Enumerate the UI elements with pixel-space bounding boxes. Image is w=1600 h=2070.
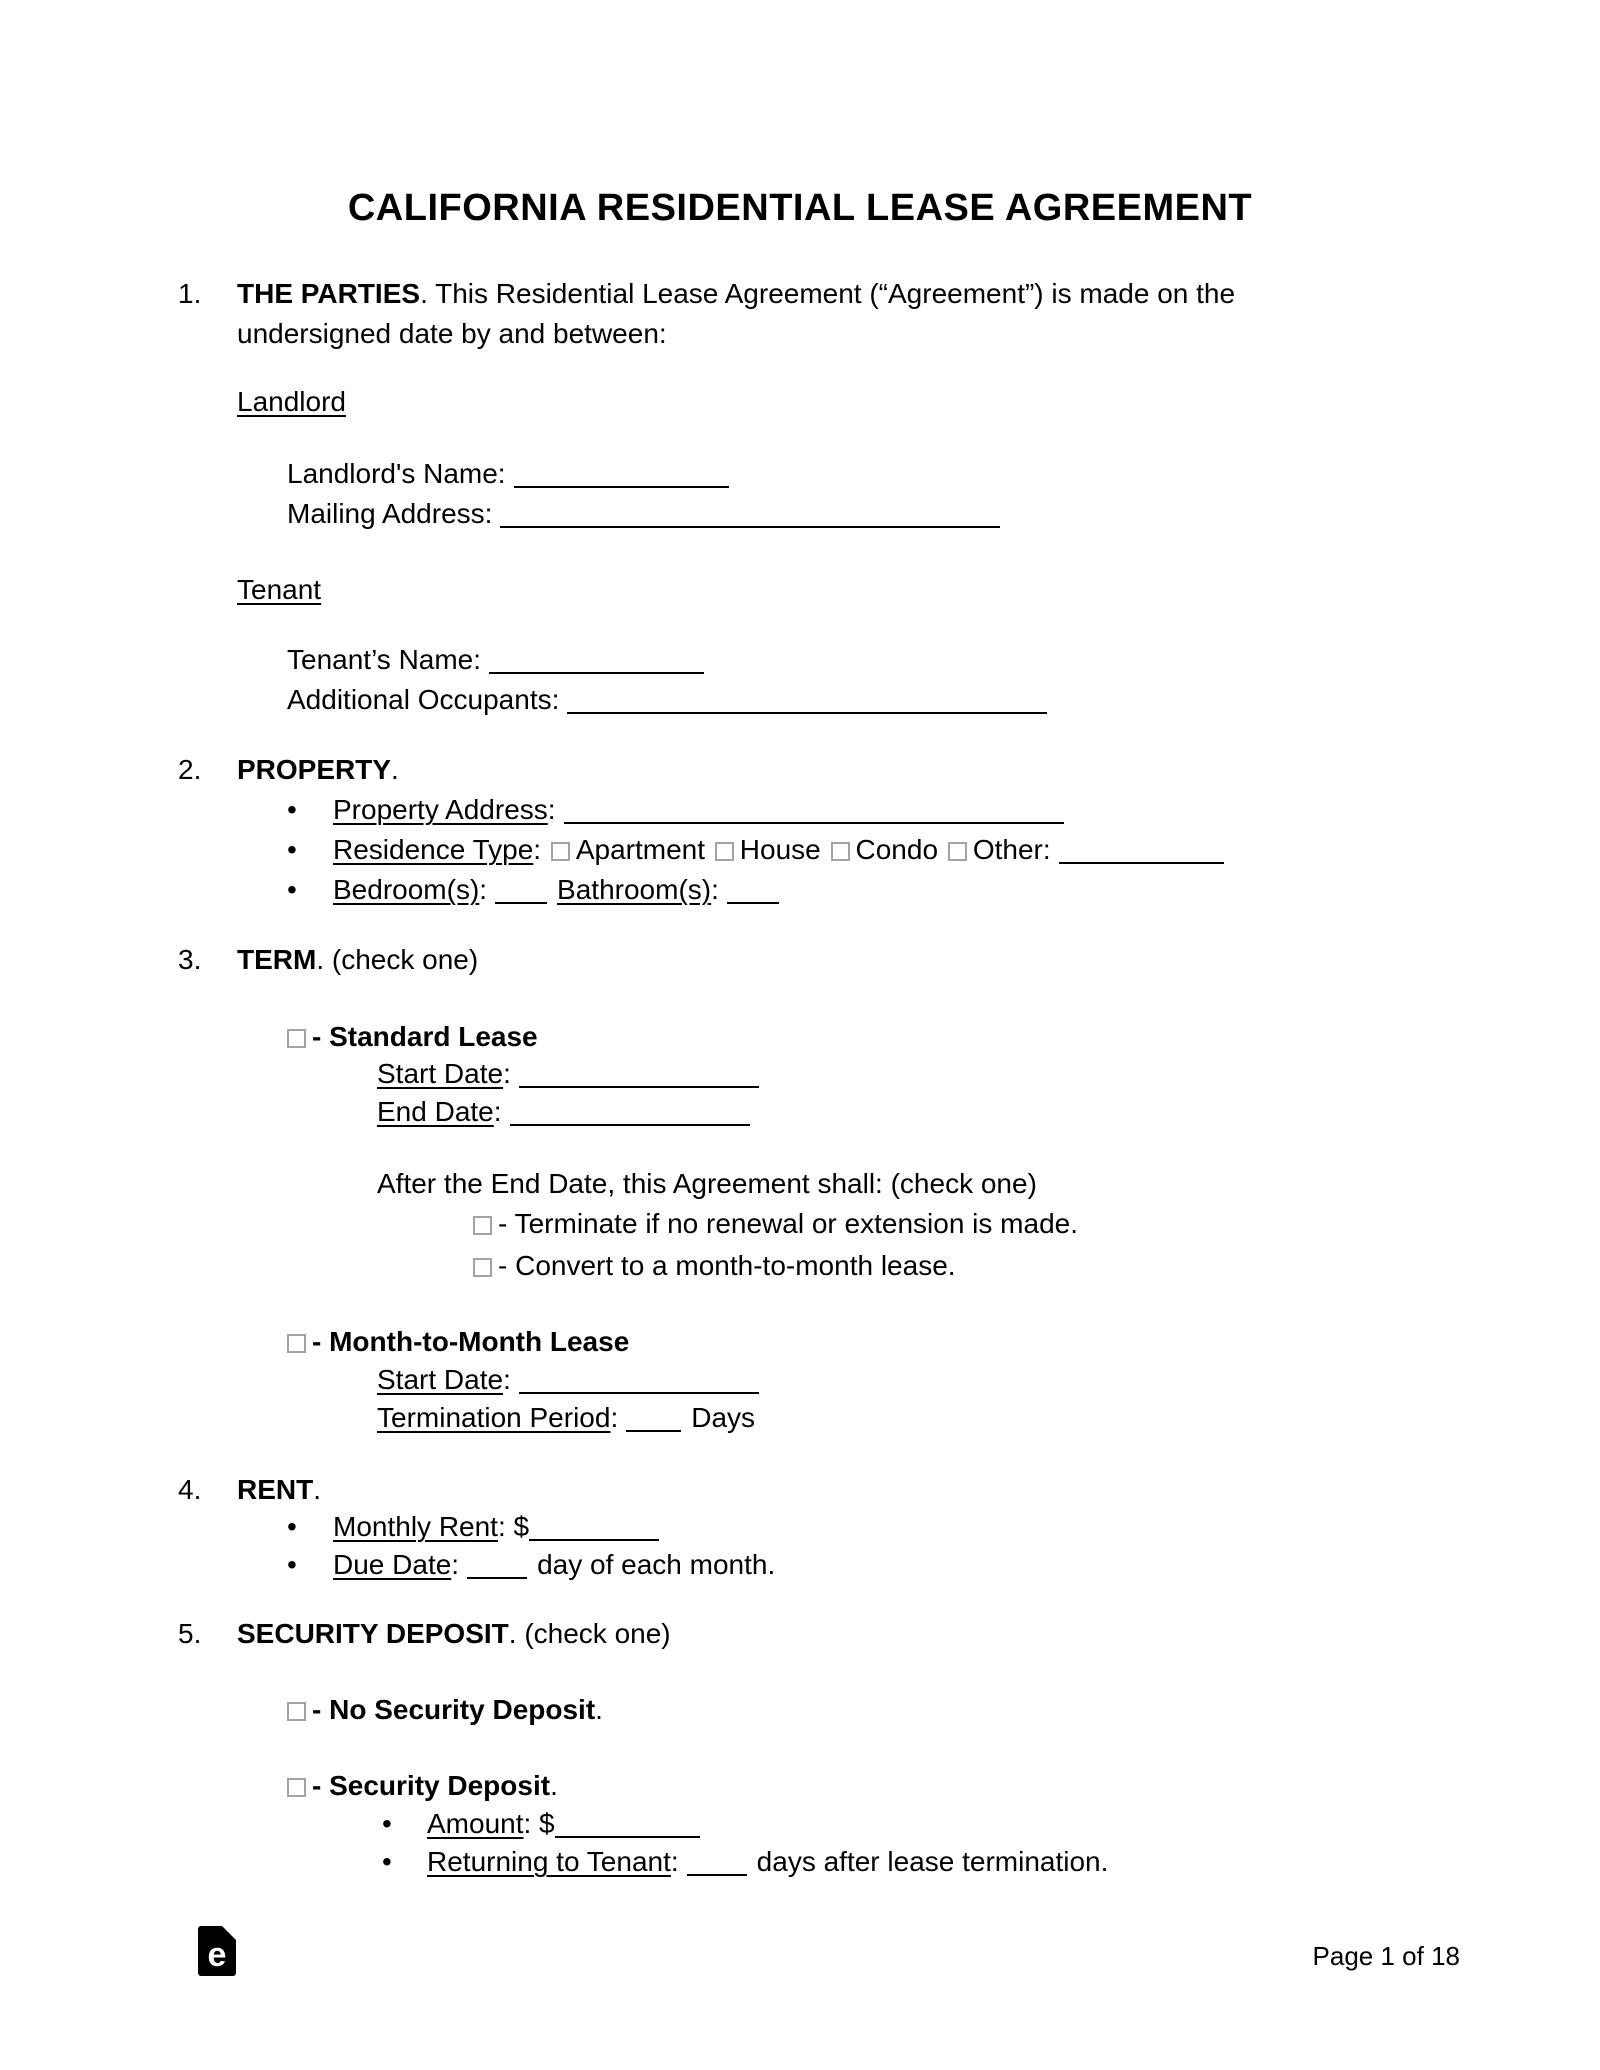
residence-option-condo: Condo [855,834,939,865]
end-date-blank[interactable] [510,1122,750,1126]
termination-period-label: Termination Period [377,1402,611,1433]
eforms-logo-icon [198,1926,236,1976]
no-security-deposit-label: - No Security Deposit [312,1694,596,1725]
mtm-start-date-blank[interactable] [519,1390,759,1394]
section-security-number: 5. [178,1618,202,1649]
month-to-month-row [287,1322,629,1362]
mtm-start-date-row [377,1360,759,1400]
terminate-option-row [473,1204,1078,1244]
section-term [178,940,478,980]
checkbox-terminate[interactable] [473,1216,492,1235]
bullet-icon: • [287,1549,297,1580]
days-suffix: Days [691,1402,756,1433]
colon: : [503,1058,511,1089]
tenant-name-row [287,640,704,680]
colon: : [610,1402,619,1433]
month-to-month-label: - Month-to-Month Lease [312,1326,630,1357]
due-date-label: Due Date [333,1549,452,1580]
section-rent-heading: RENT [237,1474,314,1505]
returning-to-tenant-label: Returning to Tenant [427,1846,671,1877]
section-parties-heading: THE PARTIES [237,278,421,309]
bullet-icon: • [287,1511,297,1542]
section-rent-suffix: . [313,1474,322,1505]
bullet-icon: • [382,1846,392,1877]
mailing-address-label: Mailing Address: [287,498,493,529]
mailing-address-row [287,494,1000,534]
colon: : [451,1549,460,1580]
section-term-number: 3. [178,944,202,975]
colon: : [493,1096,502,1127]
tenant-name-blank[interactable] [489,670,704,674]
due-date-blank[interactable] [467,1575,527,1579]
deposit-amount-blank[interactable] [555,1834,700,1838]
section-property-number: 2. [178,754,202,785]
colon: : [533,834,542,865]
landlord-name-row [287,454,729,494]
tenant-name-label: Tenant’s Name: [287,644,482,675]
standard-end-date-row [377,1092,750,1132]
colon: : [479,874,488,905]
residence-type-row [287,830,1224,870]
deposit-amount-row [382,1804,700,1844]
bathrooms-blank[interactable] [727,900,779,904]
terminate-option-label: - Terminate if no renewal or extension is made. [498,1208,1078,1239]
section-rent-number: 4. [178,1474,202,1505]
landlord-heading: Landlord [237,386,346,417]
deposit-amount-label: Amount [427,1808,524,1839]
residence-option-other-label: Other: [972,834,1051,865]
checkbox-no-security-deposit[interactable] [287,1702,306,1721]
monthly-rent-label: Monthly Rent [333,1511,498,1542]
colon: : [670,1846,679,1877]
checkbox-condo[interactable] [831,842,850,861]
no-security-deposit-row [287,1690,603,1730]
tenant-heading: Tenant [237,574,322,605]
checkbox-standard-lease[interactable] [287,1029,306,1048]
standard-lease-row [287,1017,538,1057]
page-number: Page 1 of 18 [1312,1941,1460,1971]
section-property [178,750,399,790]
checkbox-convert[interactable] [473,1258,492,1277]
checkbox-other[interactable] [948,842,967,861]
convert-option-label: - Convert to a month-to-month lease. [498,1250,956,1281]
colon: : [547,794,556,825]
property-address-label: Property Address [333,794,548,825]
residence-other-blank[interactable] [1059,860,1224,864]
bullet-icon: • [287,794,297,825]
termination-period-blank[interactable] [626,1428,681,1432]
convert-option-row [473,1246,956,1286]
document-title: CALIFORNIA RESIDENTIAL LEASE AGREEMENT [347,187,1253,229]
section-term-heading: TERM [237,944,317,975]
monthly-rent-blank[interactable] [529,1537,659,1541]
section-property-heading: PROPERTY [237,754,392,785]
bedrooms-bathrooms-row [287,870,779,910]
section-parties-text: . This Residential Lease Agreement (“Agreement”) is made on the undersigned date by and between: [237,278,1236,349]
section-rent [178,1470,321,1510]
residence-option-apartment: Apartment [575,834,706,865]
eforms-logo-letter: e [207,1936,227,1974]
checkbox-apartment[interactable] [551,842,570,861]
section-parties [178,274,1373,354]
landlord-name-label: Landlord's Name: [287,458,506,489]
section-security-suffix: . (check one) [508,1618,671,1649]
colon: : [503,1364,511,1395]
monthly-rent-row [287,1507,659,1547]
start-date-label: Start Date [377,1058,504,1089]
residence-option-house: House [739,834,821,865]
returning-to-tenant-row [382,1842,1108,1882]
due-date-suffix: day of each month. [537,1549,776,1580]
property-address-blank[interactable] [564,820,1064,824]
bathrooms-label: Bathroom(s) [557,874,712,905]
period: . [550,1770,558,1801]
termination-period-row [377,1398,755,1438]
start-date-blank[interactable] [519,1084,759,1088]
standard-start-date-row [377,1054,759,1094]
section-property-suffix: . [391,754,399,785]
bullet-icon: • [287,834,297,865]
standard-lease-label: - Standard Lease [312,1021,538,1052]
section-security-heading: SECURITY DEPOSIT [237,1618,509,1649]
checkbox-month-to-month[interactable] [287,1334,306,1353]
section-parties-number: 1. [178,278,202,309]
landlord-name-blank[interactable] [514,484,729,488]
bedrooms-blank[interactable] [495,900,547,904]
mtm-start-date-label: Start Date [377,1364,504,1395]
bullet-icon: • [382,1808,392,1839]
bedrooms-label: Bedroom(s) [333,874,480,905]
end-date-label: End Date [377,1096,494,1127]
after-end-date-text: After the End Date, this Agreement shall: (check one) [377,1168,1037,1199]
checkbox-house[interactable] [715,842,734,861]
property-address-row [287,790,1064,830]
period: . [595,1694,603,1725]
returning-suffix: days after lease termination. [756,1846,1109,1877]
additional-occupants-label: Additional Occupants: [287,684,560,715]
additional-occupants-blank[interactable] [567,710,1047,714]
additional-occupants-row [287,680,1047,720]
residence-type-label: Residence Type [333,834,534,865]
mailing-address-blank[interactable] [500,524,1000,528]
colon-dollar: : $ [497,1511,530,1542]
security-deposit-row [287,1766,558,1806]
colon-dollar: : $ [523,1808,555,1839]
security-deposit-label: - Security Deposit [312,1770,551,1801]
due-date-row [287,1545,775,1585]
bullet-icon: • [287,874,297,905]
checkbox-security-deposit[interactable] [287,1778,306,1797]
section-security-deposit [178,1614,671,1654]
colon: : [711,874,719,905]
section-term-suffix: . (check one) [316,944,479,975]
returning-blank[interactable] [687,1872,747,1876]
